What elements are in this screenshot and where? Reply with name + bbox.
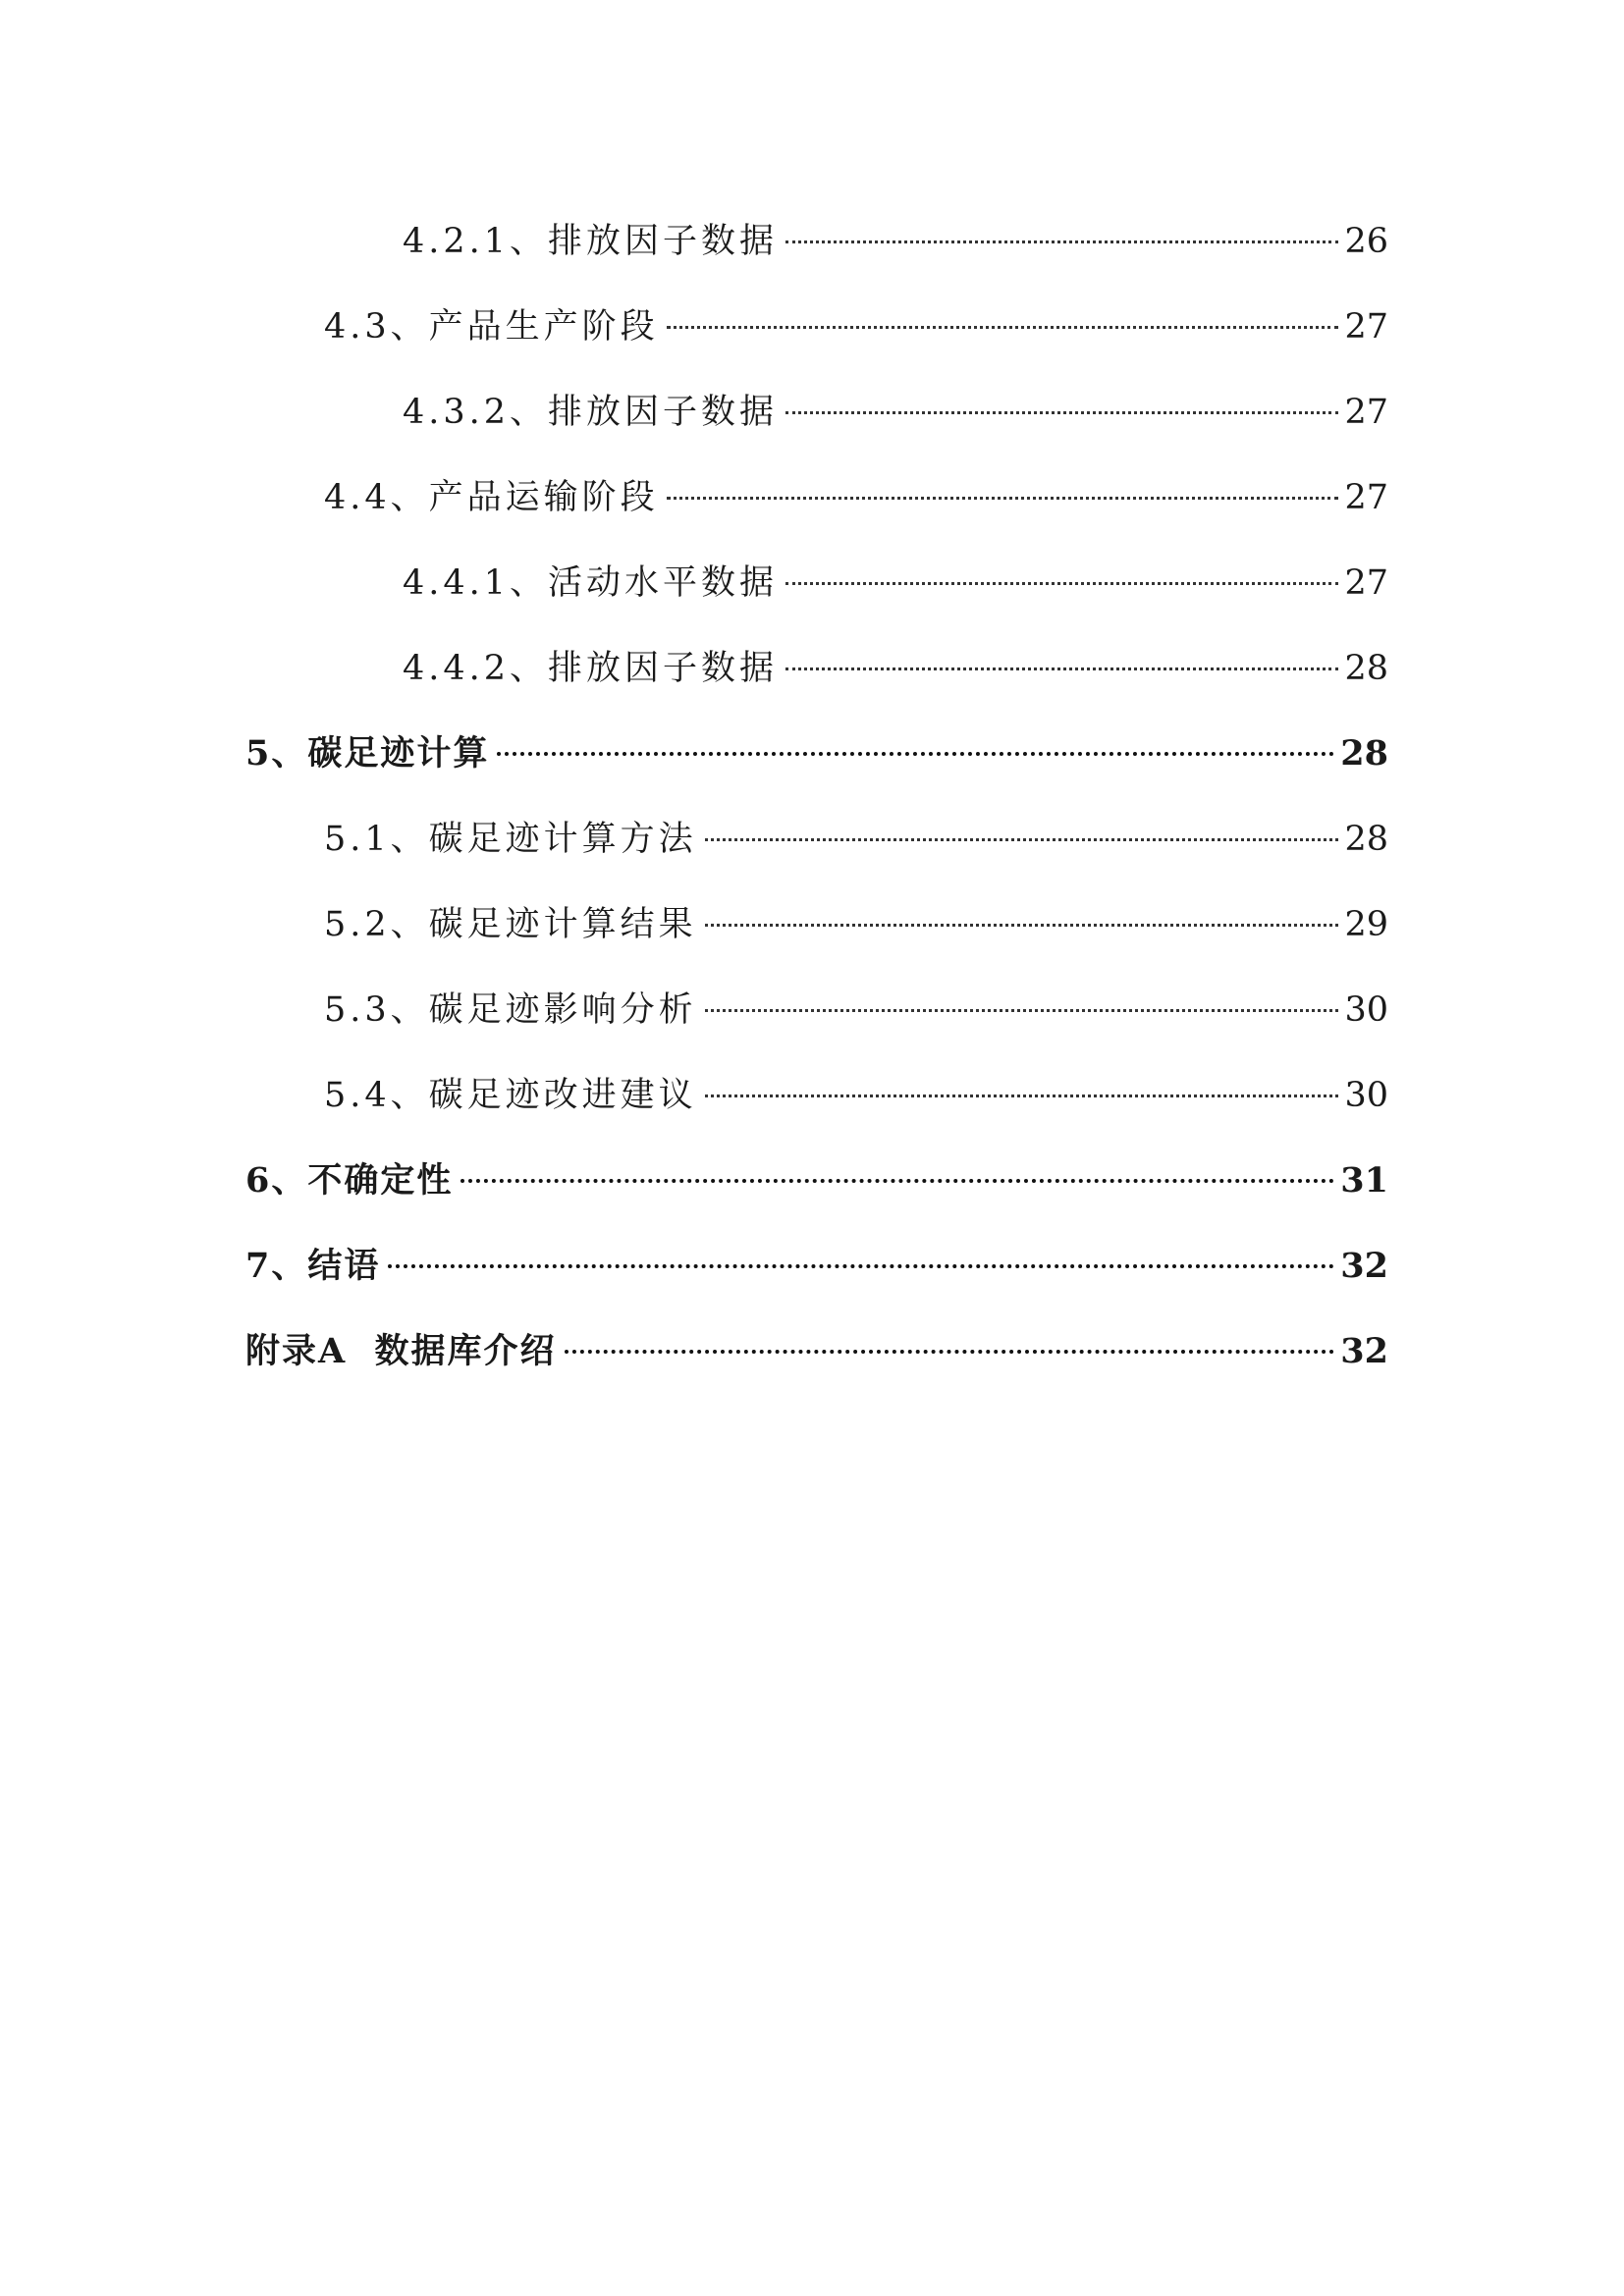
toc-dot-leader: [388, 1264, 1334, 1268]
toc-dot-leader: [705, 924, 1339, 927]
toc-entry-6[interactable]: [245, 1151, 1388, 1210]
toc-page-number: 27: [1344, 563, 1388, 603]
toc-entry-7[interactable]: [245, 1237, 1388, 1296]
toc-entry-4-3[interactable]: [324, 297, 1388, 356]
toc-dot-leader: [785, 240, 1338, 243]
toc-dot-leader: [667, 326, 1339, 329]
toc-dot-leader: [460, 1179, 1334, 1183]
toc-entry-4-4-1[interactable]: [403, 554, 1388, 613]
toc-entry-title: 5.1、碳足迹计算方法: [324, 820, 697, 859]
toc-entry-title: 5.4、碳足迹改进建议: [324, 1076, 697, 1115]
toc-entry-5-2[interactable]: [324, 895, 1388, 954]
toc-page-number: 32: [1340, 1246, 1388, 1286]
toc-page-number: 29: [1344, 905, 1388, 944]
toc-entry-title: 5.2、碳足迹计算结果: [324, 905, 697, 944]
toc-entry-title: 附录A 数据库介绍: [245, 1331, 557, 1371]
toc-entry-title: 4.3、产品生产阶段: [324, 307, 659, 347]
toc-entry-4-3-2[interactable]: [403, 383, 1388, 442]
toc-page-number: 26: [1344, 222, 1388, 261]
toc-dot-leader: [785, 411, 1338, 414]
toc-page-number: 27: [1344, 307, 1388, 347]
toc-dot-leader: [667, 497, 1339, 500]
toc-page-number: 27: [1344, 478, 1388, 517]
toc-page-number: 30: [1344, 1076, 1388, 1115]
toc-page-number: 31: [1340, 1160, 1388, 1201]
toc-entry-5-3[interactable]: [324, 981, 1388, 1040]
toc-entry-title: 6、不确定性: [245, 1160, 454, 1201]
toc-entry-5-1[interactable]: [324, 810, 1388, 869]
toc-entry-5-4[interactable]: [324, 1066, 1388, 1125]
toc-dot-leader: [705, 838, 1339, 841]
toc-entry-5[interactable]: [245, 724, 1388, 783]
toc-dot-leader: [497, 752, 1334, 756]
toc-page-number: 32: [1340, 1331, 1388, 1371]
toc-entry-title: 4.2.1、排放因子数据: [403, 222, 779, 261]
toc-entry-title: 4.4.1、活动水平数据: [403, 563, 779, 603]
toc-entry-4-4-2[interactable]: [403, 639, 1388, 698]
toc-dot-leader: [785, 582, 1338, 585]
toc-entry-title: 5.3、碳足迹影响分析: [324, 990, 697, 1030]
toc-dot-leader: [705, 1009, 1339, 1012]
toc-entry-4-2-1[interactable]: [403, 212, 1388, 271]
toc-dot-leader: [565, 1350, 1335, 1354]
toc-page-number: 28: [1340, 733, 1388, 774]
toc-page-number: 27: [1344, 393, 1388, 432]
toc-page-number: 28: [1344, 820, 1388, 859]
toc-page-number: 30: [1344, 990, 1388, 1030]
toc-entry-4-4[interactable]: [324, 468, 1388, 527]
toc-page-number: 28: [1344, 649, 1388, 688]
toc-entry-title: 7、结语: [245, 1246, 381, 1286]
toc-entry-appendix-a[interactable]: [245, 1322, 1388, 1381]
toc-entry-title: 4.4、产品运输阶段: [324, 478, 659, 517]
toc-dot-leader: [705, 1095, 1339, 1097]
toc-dot-leader: [785, 667, 1338, 670]
toc-entry-title: 4.3.2、排放因子数据: [403, 393, 779, 432]
toc-entry-title: 5、碳足迹计算: [245, 733, 490, 774]
toc-entry-title: 4.4.2、排放因子数据: [403, 649, 779, 688]
